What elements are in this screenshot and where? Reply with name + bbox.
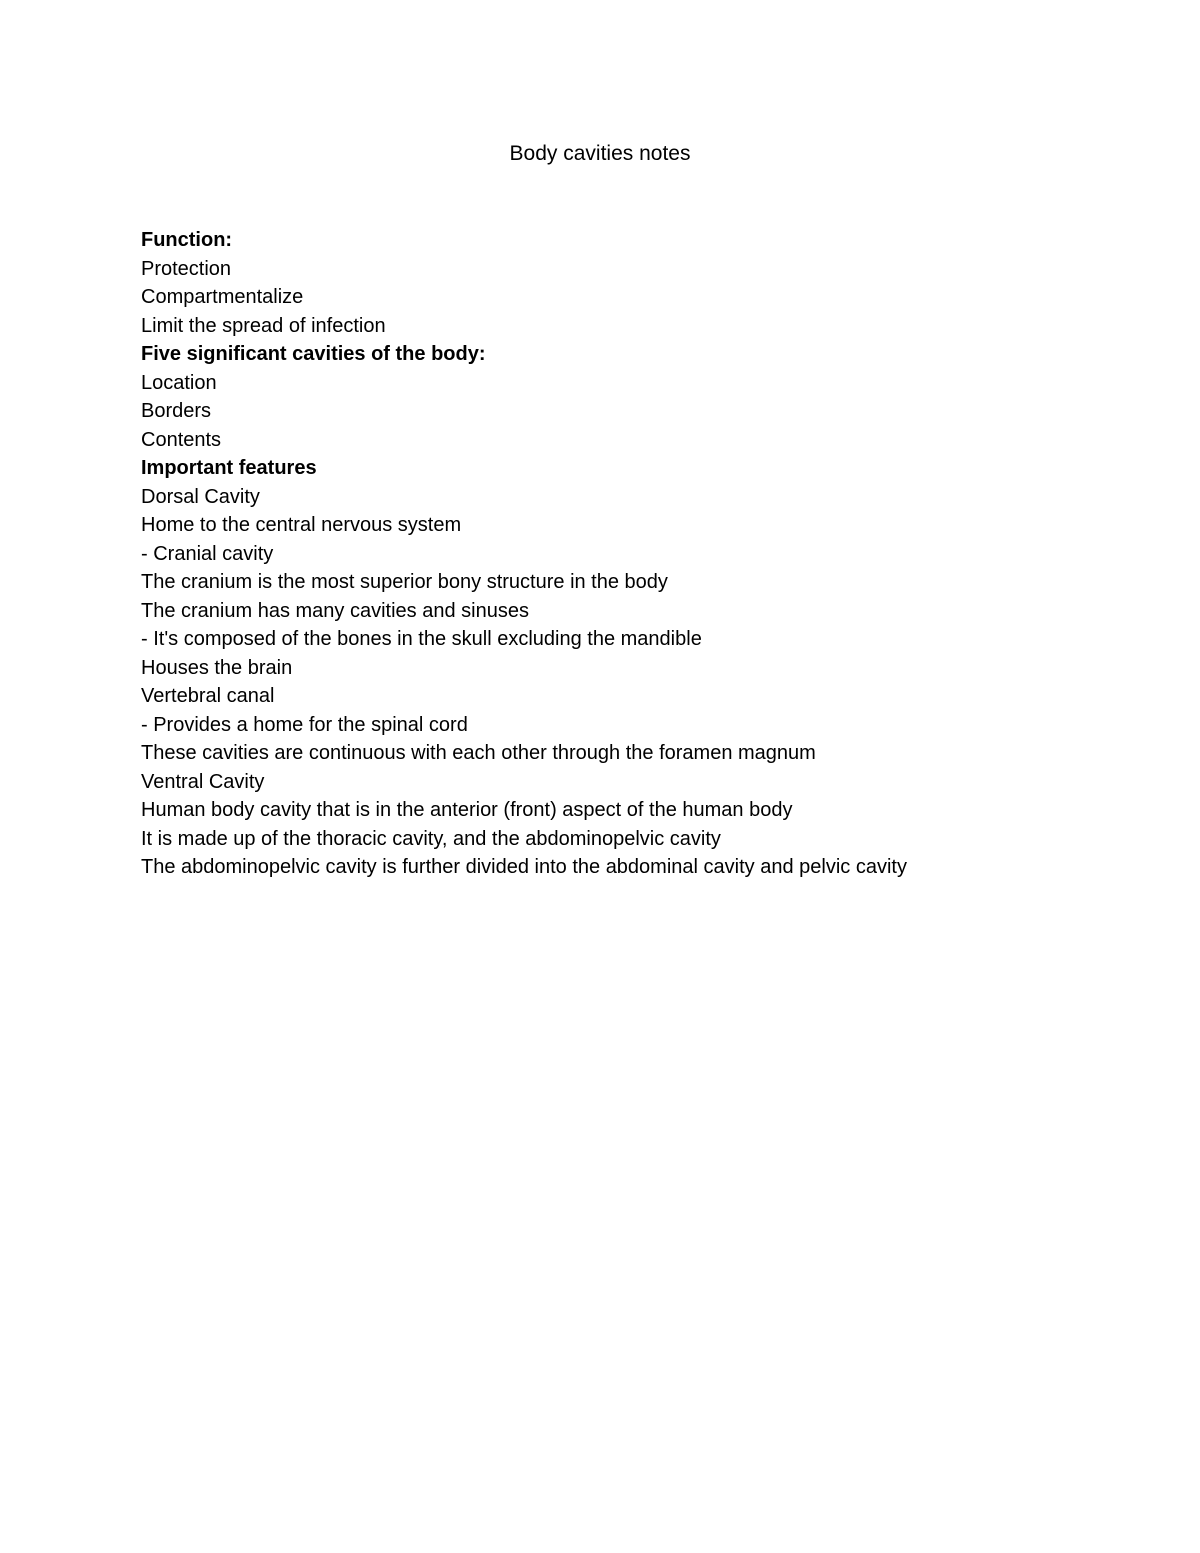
section-heading: Important features [141, 457, 317, 479]
text-line: Contents [141, 428, 222, 451]
text-line: - Cranial cavity [141, 542, 274, 565]
text-line: The cranium has many cavities and sinuses [141, 599, 529, 622]
text-line: Location [141, 371, 217, 394]
text-line: Human body cavity that is in the anterior (front) aspect of the human body [141, 799, 793, 821]
text-line: The abdominopelvic cavity is further divided into the abdominal cavity and pelvic cavity [141, 856, 907, 878]
text-line: Vertebral canal [141, 685, 275, 707]
text-line: - Provides a home for the spinal cord [141, 713, 468, 736]
text-line: These cavities are continuous with each other through the foramen magnum [141, 742, 816, 764]
text-line: - It's composed of the bones in the skull excluding the mandible [141, 628, 702, 650]
text-line: The cranium is the most superior bony structure in the body [141, 571, 668, 593]
text-line: Compartmentalize [141, 286, 304, 308]
section-heading: Function: [141, 229, 233, 251]
text-line: Home to the central nervous system [141, 514, 462, 536]
text-line: Limit the spread of infection [141, 314, 386, 337]
text-line: It is made up of the thoracic cavity, and the abdominopelvic cavity [141, 827, 721, 850]
text-line: Protection [141, 257, 232, 280]
text-line: Houses the brain [141, 656, 293, 679]
document-title: Body cavities notes [509, 142, 691, 165]
text-line: Borders [141, 400, 212, 422]
document-body [141, 226, 1141, 882]
text-line: Dorsal Cavity [141, 485, 260, 508]
section-heading: Five significant cavities of the body: [141, 343, 486, 365]
text-line: Ventral Cavity [141, 770, 265, 793]
